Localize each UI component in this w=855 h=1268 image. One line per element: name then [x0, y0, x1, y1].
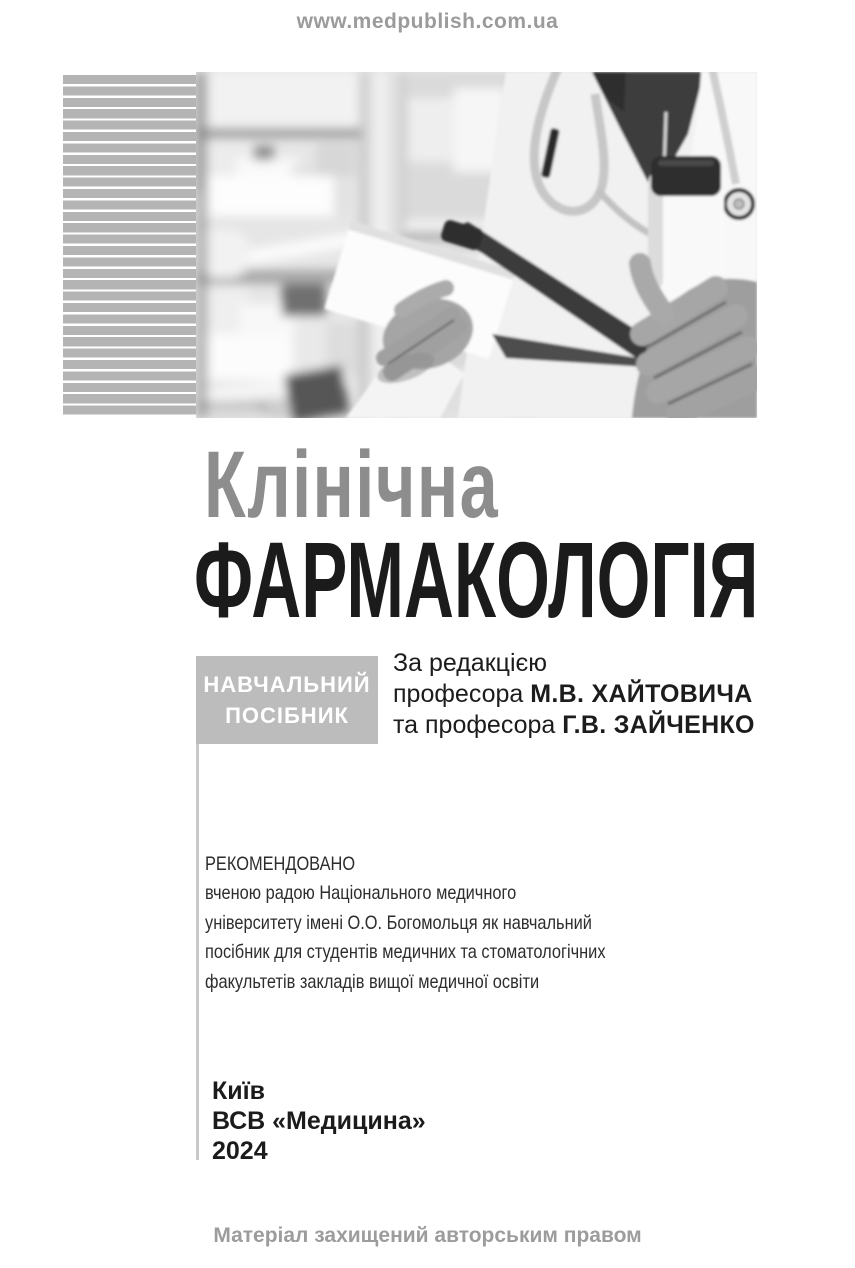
recommendation-line: вченою радою Національного медичного	[205, 882, 517, 905]
editor1-name: М.В. ХАЙТОВИЧА	[530, 680, 753, 708]
editor1-title: професора	[393, 680, 531, 708]
recommendation-line: факультетів закладів вищої медичної освіти	[205, 970, 540, 993]
editors-line3	[393, 710, 755, 741]
book-title-line2: ФАРМАКОЛОГІЯ	[194, 519, 759, 640]
editor2-title: та професора	[393, 711, 563, 739]
recommendation-line: університету імені О.О. Богомольця як навчальний	[205, 911, 592, 934]
recommendation-line: РЕКОМЕНДОВАНО	[205, 853, 356, 875]
edition-type-badge	[196, 656, 378, 744]
publisher-website-url: www.medpublish.com.ua	[296, 10, 559, 33]
editors-line1	[393, 648, 755, 679]
badge-line2: ПОСІБНИК	[225, 703, 349, 728]
cover-photo-pharmacist	[196, 72, 757, 418]
imprint-publisher: ВСВ «Медицина»	[212, 1107, 426, 1135]
vertical-rule	[196, 744, 199, 1160]
imprint-city: Київ	[212, 1077, 266, 1105]
decorative-stripes	[63, 75, 196, 415]
pill-bottle	[648, 156, 724, 296]
book-title-line1: Клінічна	[204, 432, 500, 538]
editor2-name: Г.В. ЗАЙЧЕНКО	[562, 711, 755, 739]
right-hand	[632, 264, 757, 418]
copyright-notice: Матеріал захищений авторським правом	[213, 1224, 642, 1247]
imprint-year: 2024	[212, 1137, 268, 1165]
recommendation-block	[205, 850, 606, 997]
editors-block	[393, 648, 755, 741]
badge-line1: НАВЧАЛЬНИЙ	[203, 672, 371, 697]
editors-intro: За редакцією	[393, 649, 548, 677]
editors-line2	[393, 679, 755, 710]
imprint-block	[212, 1076, 426, 1166]
recommendation-line: посібник для студентів медичних та стоматологічних	[205, 941, 606, 964]
